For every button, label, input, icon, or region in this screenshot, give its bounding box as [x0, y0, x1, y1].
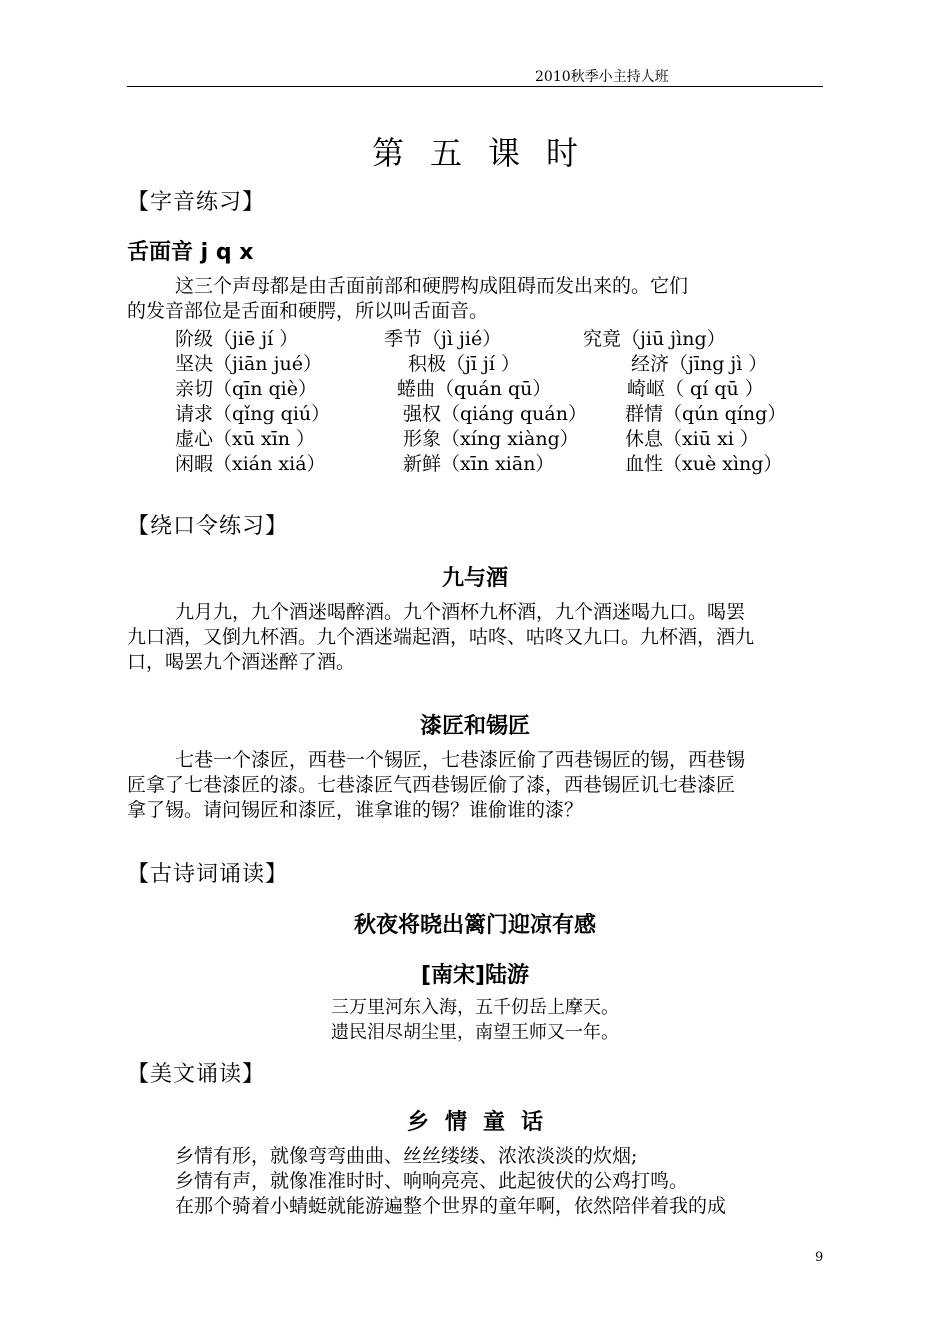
paragraph-line: 七巷一个漆匠，西巷一个锡匠，七巷漆匠偷了西巷锡匠的锡，西巷锡 — [175, 749, 746, 771]
paragraph-line: 乡情有形，就像弯弯曲曲、丝丝缕缕、浓浓淡淡的炊烟; — [175, 1145, 638, 1167]
section-heading-rao-kou-ling: 【绕口令练习】 — [127, 514, 289, 539]
paragraph-line: 匠拿了七巷漆匠的漆。七巷漆匠气西巷锡匠偷了漆，西巷锡匠讥七巷漆匠 — [127, 774, 736, 796]
paragraph-line: 口，喝罢九个酒迷醉了酒。 — [127, 651, 356, 673]
paragraph-line: 乡情有声，就像准准时时、响响亮亮、此起彼伏的公鸡打鸣。 — [175, 1170, 689, 1192]
pinyin-item: 形象（xíng xiàng） — [403, 428, 579, 450]
tongue-twister-title: 九与酒 — [441, 566, 508, 591]
pinyin-item: 究竟（jiū jìng） — [583, 328, 726, 350]
pinyin-item: 群情（qún qíng） — [625, 403, 787, 425]
pinyin-item: 蜷曲（quán qū） — [397, 378, 552, 400]
intro-line-1: 这三个声母都是由舌面前部和硬腭构成阻碍而发出来的。它们 — [175, 275, 689, 297]
paragraph-line: 九口酒，又倒九杯酒。九个酒迷端起酒，咕咚、咕咚又九口。九杯酒，酒九 — [127, 626, 755, 648]
page-number: 9 — [815, 1250, 824, 1265]
pinyin-item: 休息（xiū xi ） — [625, 428, 759, 450]
section-heading-gu-shi-ci: 【古诗词诵读】 — [127, 862, 289, 887]
pinyin-item: 经济（jīng jì ） — [631, 353, 768, 375]
paragraph-line: 在那个骑着小蜻蜓就能游遍整个世界的童年啊，依然陪伴着我的成 — [175, 1195, 727, 1217]
pinyin-item: 新鲜（xīn xiān） — [403, 453, 555, 475]
paragraph-line: 九月九，九个酒迷喝醉酒。九个酒杯九杯酒，九个酒迷喝九口。喝罢 — [175, 601, 746, 623]
poem-line: 遗民泪尽胡尘里，南望王师又一年。 — [331, 1022, 619, 1043]
pinyin-item: 季节（jì jié） — [384, 328, 502, 350]
intro-line-2: 的发音部位是舌面和硬腭，所以叫舌面音。 — [127, 300, 489, 322]
poem-author: [南宋]陆游 — [420, 963, 530, 988]
pinyin-item: 强权（qiáng quán） — [403, 403, 587, 425]
pinyin-row — [0, 349, 950, 374]
she-mian-yin-heading: 舌面音 j q x — [127, 240, 254, 265]
pinyin-item: 积极（jī jí ） — [408, 353, 521, 375]
pinyin-row — [0, 374, 950, 399]
pinyin-row — [0, 449, 950, 474]
pinyin-row — [0, 324, 950, 349]
header-rule — [127, 86, 823, 87]
pinyin-item: 崎岖（ qí qū ） — [627, 378, 764, 400]
tongue-twister-title: 漆匠和锡匠 — [419, 714, 530, 739]
pinyin-item: 请求（qǐng qiú） — [175, 403, 331, 425]
paragraph-line: 拿了锡。请问锡匠和漆匠，谁拿谁的锡？谁偷谁的漆？ — [127, 799, 584, 821]
pinyin-row — [0, 399, 950, 424]
pinyin-item: 坚决（jiān jué） — [175, 353, 322, 375]
section-heading-zi-yin: 【字音练习】 — [127, 190, 266, 215]
pinyin-row — [0, 424, 950, 449]
section-heading-mei-wen: 【美文诵读】 — [127, 1062, 266, 1087]
pinyin-item: 血性（xuè xìng） — [625, 453, 783, 475]
poem-title: 秋夜将晓出篱门迎凉有感 — [353, 913, 596, 938]
pinyin-item: 闲暇（xián xiá） — [175, 453, 326, 475]
pinyin-item: 虚心（xū xīn ） — [175, 428, 316, 450]
pinyin-item: 阶级（jiē jí ） — [175, 328, 299, 350]
poem-line: 三万里河东入海，五千仞岳上摩天。 — [331, 997, 619, 1018]
essay-title: 乡情童话 — [406, 1110, 559, 1135]
page-title: 第五课时 — [371, 134, 604, 172]
pinyin-item: 亲切（qīn qiè） — [175, 378, 317, 400]
running-header: 2010秋季小主持人班 — [535, 69, 669, 85]
